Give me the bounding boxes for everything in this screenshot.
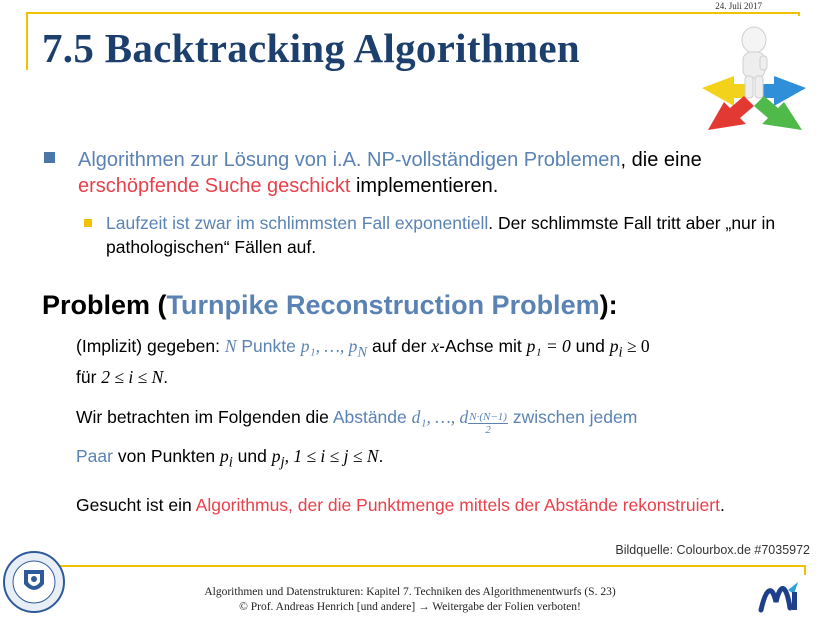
math-pj-text: p bbox=[271, 446, 281, 466]
consider-text-4: und bbox=[232, 446, 272, 466]
bottom-rule-tick bbox=[804, 565, 806, 575]
problem-label: Problem ( bbox=[42, 290, 167, 320]
bullet-sub bbox=[106, 211, 796, 259]
top-rule bbox=[26, 12, 798, 14]
consider-text: Wir betrachten im Folgenden die bbox=[76, 407, 333, 427]
consider-paragraph bbox=[76, 405, 806, 436]
math-ij-range: , 1 ≤ i ≤ j ≤ N bbox=[284, 446, 379, 466]
given-text-4: und bbox=[570, 336, 610, 356]
math-pi-2 bbox=[220, 446, 233, 471]
footer-line2: © Prof. Andreas Henrich [und andere] → Weitergabe der Folien verboten! bbox=[239, 601, 581, 613]
math-N: N bbox=[224, 336, 237, 356]
math-p1-zero: p₁ = 0 bbox=[526, 336, 571, 356]
given-points-label: Punkte bbox=[236, 336, 301, 356]
given-text-3: -Achse mit bbox=[439, 336, 527, 356]
math-pj bbox=[271, 446, 285, 471]
given-period: . bbox=[163, 366, 169, 387]
consider-pair: Paar bbox=[76, 446, 113, 466]
problem-end: ): bbox=[599, 290, 618, 320]
consider-text-3: von Punkten bbox=[112, 446, 220, 466]
footer-line1: Algorithmen und Datenstrukturen: Kapitel 7. Techniken des Algorithmenentwurfs (S. 23) bbox=[204, 586, 616, 598]
sub-bullet-square-icon bbox=[84, 219, 92, 227]
slide-title: 7.5 Backtracking Algorithmen bbox=[42, 25, 580, 71]
consider-paragraph-line2 bbox=[76, 444, 806, 475]
fraction-numerator: N·(N−1) bbox=[469, 411, 507, 423]
math-distances bbox=[411, 407, 508, 436]
problem-heading bbox=[42, 290, 618, 321]
given-paragraph bbox=[76, 334, 806, 389]
given-text: (Implizit) gegeben: bbox=[76, 336, 225, 356]
math-pi-2-text: p bbox=[220, 446, 229, 466]
sought-paragraph bbox=[76, 493, 776, 517]
bullet1-text-end: implementieren. bbox=[350, 175, 499, 197]
math-distances-text: d₁, …, d bbox=[411, 407, 469, 427]
bottom-rule bbox=[42, 565, 804, 567]
math-pi-2-sub: i bbox=[228, 454, 233, 471]
fraction-denominator: 2 bbox=[485, 424, 491, 436]
math-pi bbox=[609, 336, 623, 361]
bullet1-text: , die eine bbox=[620, 149, 702, 171]
math-x: x bbox=[431, 336, 440, 356]
top-rule-tick bbox=[798, 12, 800, 16]
bullet2-highlight: Laufzeit ist zwar im schlimmsten Fall exponentiell bbox=[106, 213, 489, 233]
sought-text: Gesucht ist ein bbox=[76, 495, 196, 515]
math-fraction bbox=[468, 411, 508, 436]
bullet1-emphasis: erschöpfende Suche geschickt bbox=[78, 175, 351, 197]
math-range: 2 ≤ i ≤ N bbox=[101, 366, 164, 387]
math-pi-sub: i bbox=[618, 344, 623, 361]
given-text-2: auf der bbox=[367, 336, 432, 356]
math-points-text: p₁, …, p bbox=[300, 336, 358, 356]
bullet-square-icon bbox=[44, 152, 55, 163]
figure-arrows-image bbox=[694, 18, 814, 142]
math-pj-sub: j bbox=[280, 454, 285, 471]
sought-period: . bbox=[719, 495, 725, 515]
consider-period: . bbox=[378, 446, 384, 466]
math-points-sub: N bbox=[357, 344, 368, 361]
consider-text-2: zwischen jedem bbox=[507, 407, 638, 427]
chair-logo bbox=[758, 578, 802, 614]
slide-date: 24. Juli 2017 bbox=[715, 1, 762, 11]
given-text-5: für bbox=[76, 366, 102, 387]
footer bbox=[150, 585, 670, 615]
university-seal-logo bbox=[2, 550, 66, 614]
problem-name: Turnpike Reconstruction Problem bbox=[166, 290, 600, 320]
bullet1-highlight: Algorithmen zur Lösung von i.A. NP-vollständigen Problemen bbox=[78, 149, 621, 171]
math-pi-text: p bbox=[609, 336, 619, 356]
math-points bbox=[300, 336, 368, 361]
consider-distances-label: Abstände bbox=[332, 407, 412, 427]
sought-emphasis: Algorithmus, der die Punktmenge mittels der Abstände rekonstruiert bbox=[195, 495, 720, 515]
left-rule bbox=[26, 12, 28, 70]
bullet2-text: . Der schlimmste Fall tritt aber „nur in pathologischen“ Fällen auf. bbox=[106, 213, 776, 257]
image-source: Bildquelle: Colourbox.de #7035972 bbox=[615, 543, 810, 557]
math-geq-zero: ≥ 0 bbox=[622, 336, 650, 356]
